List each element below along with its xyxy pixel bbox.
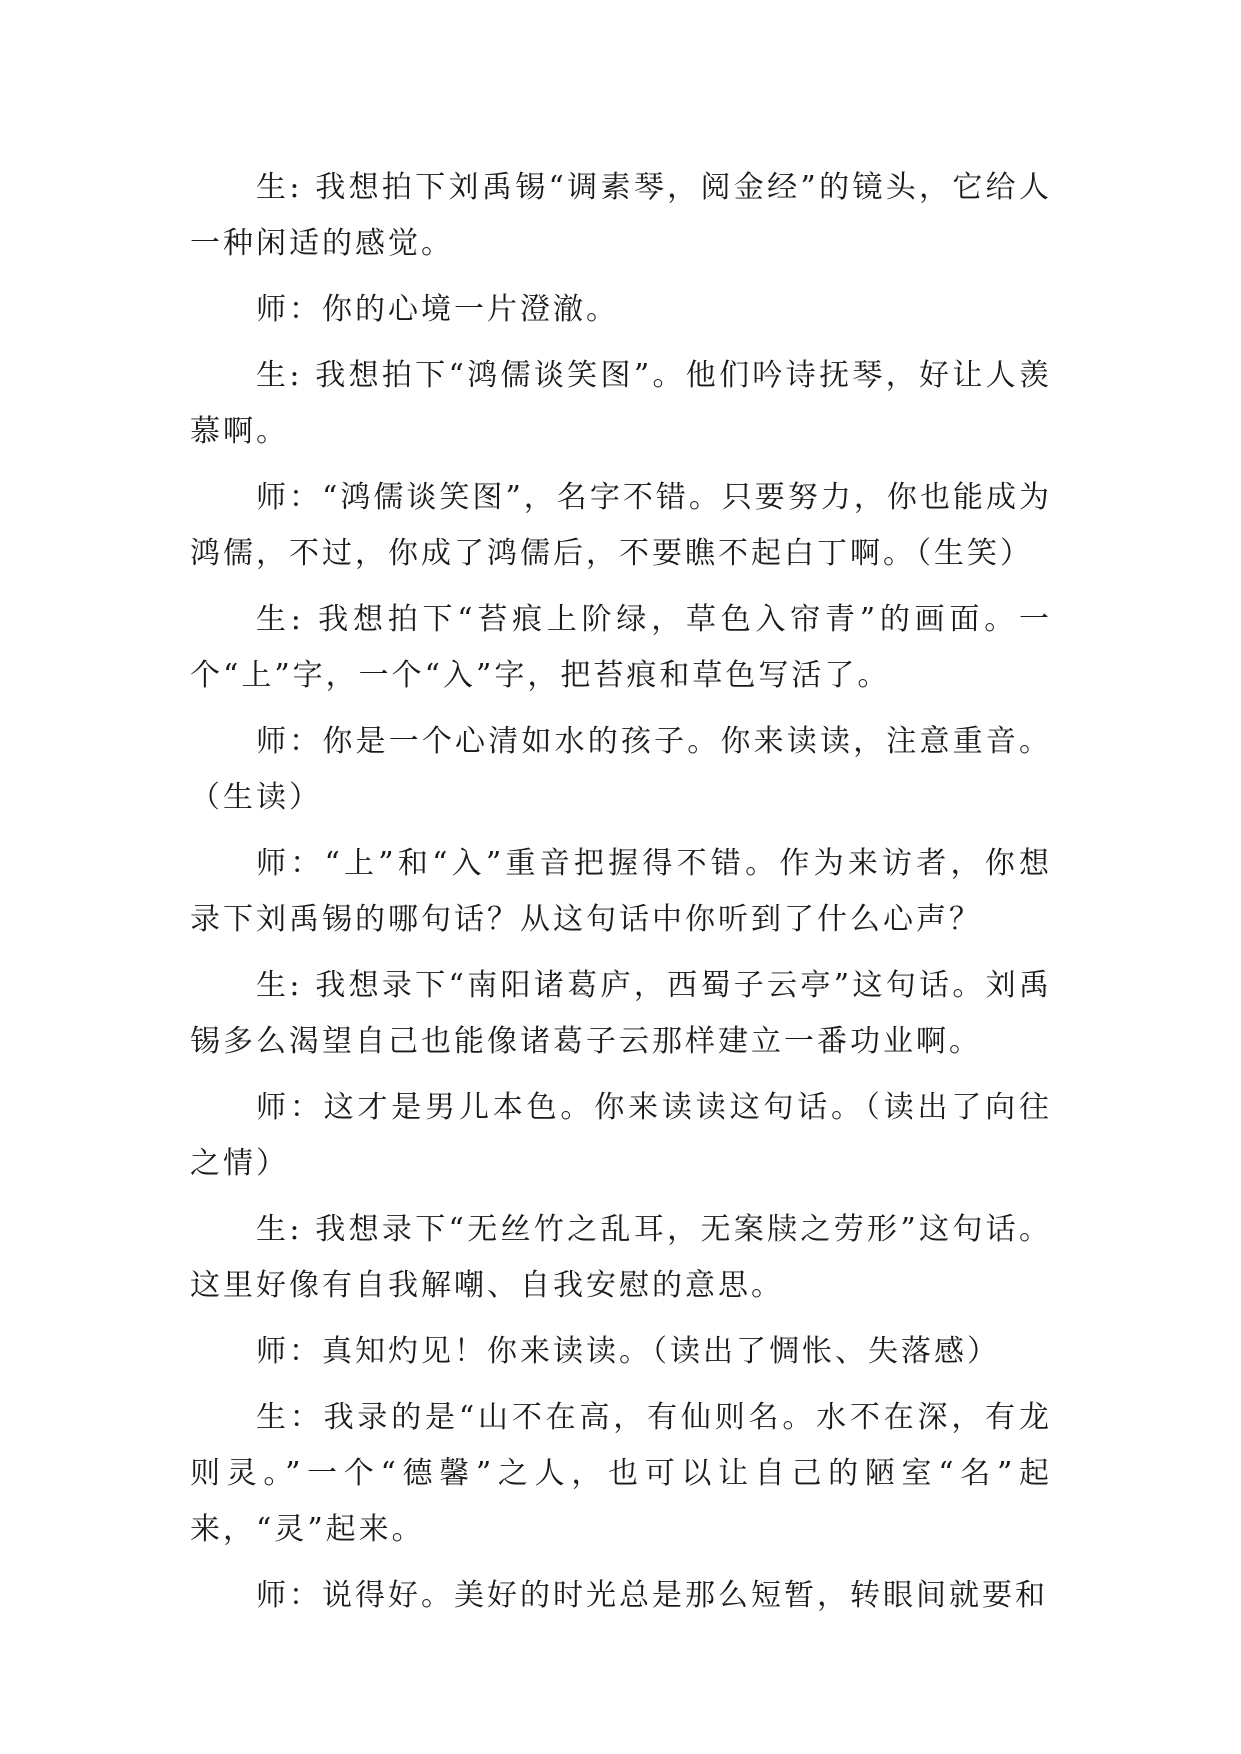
- paragraph-4: 师：“鸿儒谈笑图”，名字不错。只要努力，你也能成为鸿儒，不过，你成了鸿儒后，不要瞧不起白丁啊。（生笑）: [190, 480, 1052, 571]
- paragraph-10: 生: 我想录下“无丝竹之乱耳，无案牍之劳形”这句话。这里好像有自我解嘲、自我安慰的意思。: [190, 1212, 1052, 1303]
- paragraph-13: 师：说得好。美好的时光总是那么短暂，转眼间就要和: [256, 1578, 1048, 1613]
- paragraph-8: 生: 我想录下“南阳诸葛庐，西蜀子云亭”这句话。刘禹锡多么渴望自己也能像诸葛子云那样建立一番功业啊。: [190, 968, 1052, 1059]
- paragraph-2: 师：你的心境一片澄澈。: [256, 292, 619, 327]
- paragraph-12: 生：我录的是“山不在高，有仙则名。水不在深，有龙则灵。”一个“德馨”之人，也可以让自己的陋室“名”起来，“灵”起来。: [190, 1400, 1052, 1547]
- paragraph-5: 生: 我想拍下“苔痕上阶绿，草色入帘青”的画面。一个“上”字，一个“入”字，把苔痕和草色写活了。: [190, 602, 1052, 693]
- paragraph-9: 师：这才是男儿本色。你来读读这句话。（读出了向往之情）: [190, 1090, 1052, 1181]
- paragraph-6: 师：你是一个心清如水的孩子。你来读读，注意重音。（生读）: [190, 724, 1052, 815]
- document-page: [190, 160, 1052, 1634]
- paragraph-1: 生: 我想拍下刘禹锡“调素琴，阅金经”的镜头，它给人一种闲适的感觉。: [190, 170, 1052, 261]
- paragraph-3: 生: 我想拍下“鸿儒谈笑图”。他们吟诗抚琴，好让人羡慕啊。: [190, 358, 1052, 449]
- paragraph-11: 师：真知灼见！你来读读。（读出了惆怅、失落感）: [256, 1334, 1000, 1369]
- paragraph-7: 师：“上”和“入”重音把握得不错。作为来访者，你想录下刘禹锡的哪句话？从这句话中你听到了什么心声？: [190, 846, 1052, 937]
